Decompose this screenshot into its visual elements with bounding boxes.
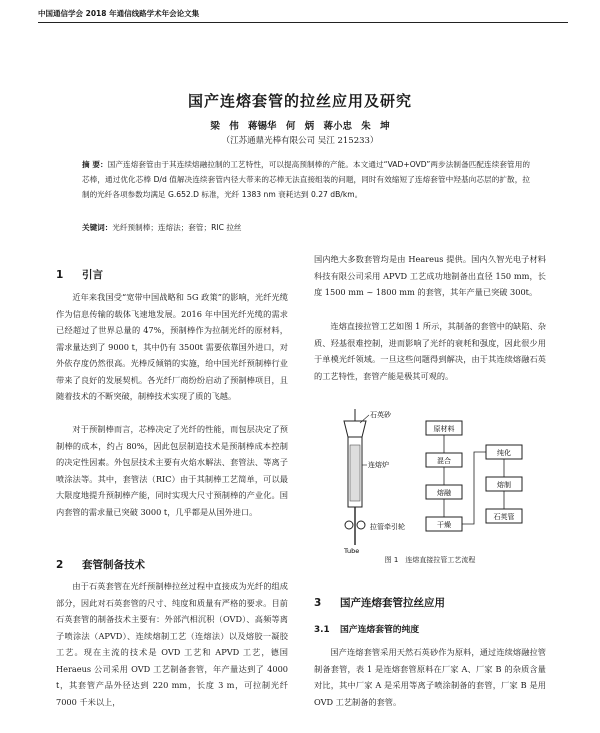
flow-step: 纯化 <box>497 449 511 457</box>
flow-step: 熔制 <box>497 481 511 489</box>
section-title: 国产连熔套管拉丝应用 <box>340 597 445 609</box>
abstract-label: 摘 要： <box>82 160 108 169</box>
flow-step: 干燥 <box>437 521 451 529</box>
flow-step: 原材料 <box>433 425 455 433</box>
paragraph-purity: 国产连熔套管采用天然石英砂作为原料，通过连续熔融拉管制备套管，表 1 是连熔套管原料在厂家 A、厂家 B 的杂质含量对比，其中厂家 A 是采用等离子喷涂制备的套管，厂家 B 是用 OVD 工艺制备的套管。 <box>314 647 546 707</box>
authors: 梁 伟 蒋锡华 何 炳 蒋小忠 朱 坤 <box>210 121 390 132</box>
abstract-text: 国产连熔套管由于其连续熔融拉制的工艺特性，可以提高预制棒的产能。本文通过“VAD+OVD”两步法制备匹配连续套管用的芯棒，通过优化芯棒 D/d 值解决连续套管内径大带来的芯棒无法直接组装的问题，同时有效缩短了连熔套管中羟基向芯层的扩散，拉制的光纤各项参数均满足 G.652.D 标准，光纤 1383 nm 衰耗达到 0.27 dB/km。 <box>82 160 530 200</box>
flow-step: 石英管 <box>493 513 515 521</box>
running-header: 中国通信学会 2018 年通信线路学术年会论文集 <box>38 9 200 18</box>
section-number: 2 <box>56 559 64 571</box>
process-figure <box>314 405 546 555</box>
section-number: 1 <box>56 269 64 281</box>
abstract <box>82 157 530 203</box>
figure-caption: 图 1 连熔直接拉管工艺流程 <box>384 556 476 564</box>
label-tractor: 拉管牵引轮 <box>370 523 405 531</box>
flow-right <box>462 445 522 524</box>
section-number: 3 <box>314 597 322 609</box>
furnace-core <box>350 445 360 501</box>
flow-left <box>426 421 462 531</box>
label-tube: Tube <box>344 547 360 555</box>
section-heading-2 <box>56 557 288 572</box>
section-heading-1 <box>56 267 288 282</box>
subsection-number: 3.1 <box>314 625 330 635</box>
paragraph-domestic: 国内绝大多数套管均是由 Heareus 提供。国内久智光电子材料科技有限公司采用 APVD 工艺成功地制备出直径 150 mm，长度 1500 mm ~ 1800 mm 的套管，其年产量已突破 300t。 <box>314 254 546 297</box>
flow-step: 混合 <box>437 457 451 465</box>
tractor-wheel-right <box>357 521 365 529</box>
sand-hopper <box>344 421 366 437</box>
label-sand: 石英砂 <box>370 411 391 419</box>
flow-step: 熔融 <box>437 489 451 497</box>
paragraph-intro-2: 对于预制棒而言，芯棒决定了光纤的性能，而包层决定了预制棒的成本，约占 80%，因此包层制造技术是预制棒成本控制的决定性因素。外包层技术主要有火焰水解法、套管法、等离子喷涂法等。其中，套管法（RIC）由于其制棒工艺简单，可以最大限度地提升预制棒产能，同时实现大尺寸预制棒的产业化。国内套管的需求量已突破 3000 t，几乎都是从国外进口。 <box>56 424 288 517</box>
section-title: 引言 <box>82 269 103 281</box>
paragraph-process: 连熔直接拉管工艺如图 1 所示，其制备的套管中的缺陷、杂质、羟基很难控制，进而影响了光纤的衰耗和强度，因此很少用于单模光纤领域。一旦这些问题得到解决，由于其连续熔融石英的工艺特性，套管产能是极其可观的。 <box>314 321 546 381</box>
subsection-heading-3-1 <box>314 622 546 635</box>
label-furnace: 连熔炉 <box>368 461 389 469</box>
keywords-text: 光纤预制棒；连熔法；套管；RIC 拉丝 <box>112 223 242 232</box>
keywords-label: 关键词： <box>82 223 113 232</box>
header-rule <box>38 22 568 23</box>
keywords <box>82 222 530 233</box>
section-title: 套管制备技术 <box>82 559 145 571</box>
paragraph-tube-tech: 由于石英套管在光纤预制棒拉丝过程中直接成为光纤的组成部分，因此对石英套管的尺寸、纯度和质量有严格的要求。目前石英套管的制备技术主要有：外部汽相沉积（OVD）、高频等离子喷涂法（APVD）、连续熔制工艺（连熔法）以及熔胶一凝胶工艺。现在主流的技术是 OVD 工艺和 APVD 工艺，德国 Heraeus 公司采用 OVD 工艺制备套管，年产量达到了 4000 t，其套管产品外径达到 220 mm，长度 3 m，可拉制光纤 7000 千米以上， <box>56 581 288 707</box>
affiliation: （江苏通鼎光棒有限公司 吴江 215233） <box>221 136 379 146</box>
subsection-title: 国产连熔套管的纯度 <box>340 625 420 635</box>
paper-title: 国产连熔套管的拉丝应用及研究 <box>187 92 412 110</box>
tractor-wheel-left <box>345 521 353 529</box>
section-heading-3 <box>314 595 546 610</box>
paragraph-intro-1: 近年来我国受“宽带中国战略和 5G 政策”的影响，光纤光缆作为信息传输的载体飞速地发展。2016 年中国光纤光缆的需求已经超过了世界总量的 47%，预制棒作为拉制光纤的原材料，需求量达到了 9000 t，其中仍有 3500t 需要依靠国外进口，对外依存度仍然很高。光棒反倾销的实施，给中国光纤预制棒行业带来了良好的发展契机。各光纤厂商纷纷启动了预制棒项目，且随着技术的不断突破，制棒技术实现了质的飞越。 <box>56 292 288 401</box>
